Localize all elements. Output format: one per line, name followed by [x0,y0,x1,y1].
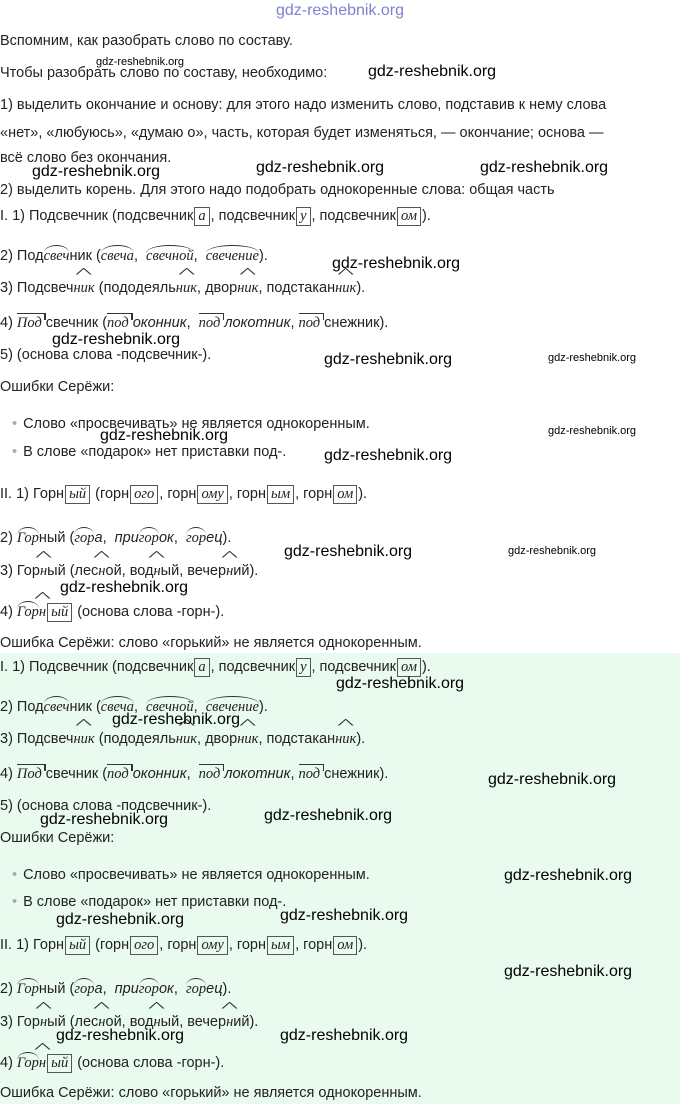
watermark: gdz-reshebnik.org [280,1027,409,1044]
s2-line-1: II. 1) Горн ый (горн ого , горн ому , горн ым , горн ом ). [0,486,368,502]
s2-line-3: 3) Гор^ ный (лес^ ной, вод^ ный, вечер^ ний). [0,562,258,580]
s2-line-2: 2) Горный (гора, пригорок, горец). [0,978,231,998]
s1-line-2: 2) Подсвечник (свеча, свечной, свечение). [0,245,268,265]
conclusion: Ошибка Серёжи: слово «горький» не является однокоренным. [0,635,422,651]
watermark: gdz-reshebnik.org [40,811,169,828]
step2-line: 2) выделить корень. Для этого надо подобрать однокоренные слова: общая часть [0,182,555,198]
errors-title: Ошибки Серёжи: [0,379,115,395]
watermark: gdz-reshebnik.org [112,711,241,728]
s1-line-4: 4) Под свечник (под оконник, под локотник, под снежник). [0,315,389,331]
watermark: gdz-reshebnik.org [548,352,637,364]
s1-line-3: 3) Подсвеч^ ник (пододеяль^ ник, двор^ ник, подстакан^ ник). [0,279,365,297]
watermark: gdz-reshebnik.org [56,1027,185,1044]
watermark: gdz-reshebnik.org [508,545,597,557]
s1-line-1: I. 1) Подсвечник (подсвечник а , подсвечник у , подсвечник ом ). [0,208,431,224]
watermark: gdz-reshebnik.org [100,427,229,444]
errors-title: Ошибки Серёжи: [0,830,115,846]
s1-line-1: I. 1) Подсвечник (подсвечник а , подсвечник у , подсвечник ом ). [0,659,431,675]
watermark: gdz-reshebnik.org [504,867,633,884]
intro-line-1: Вспомним, как разобрать слово по составу. [0,33,293,49]
s1-line-5: 5) (основа слова -подсвечник-). [0,347,212,363]
error-item-1: • Слово «просвечивать» не является однокоренным. [12,867,370,883]
s1-line-5: 5) (основа слова -подсвечник-). [0,798,212,814]
s1-line-2: 2) Подсвечник (свеча, свечной, свечение). [0,696,268,716]
watermark: gdz-reshebnik.org [332,255,461,272]
watermark: gdz-reshebnik.org [60,579,189,596]
s1-line-4: 4) Под свечник (под оконник, под локотник, под снежник). [0,766,389,782]
step1-line-b: «нет», «любуюсь», «думаю о», часть, которая будет изменяться, — окончание; основа — [0,125,604,141]
watermark: gdz-reshebnik.org [336,675,465,692]
watermark: gdz-reshebnik.org [368,63,497,80]
watermark: gdz-reshebnik.org [324,351,453,368]
s2-line-3: 3) Гор^ ный (лес^ ной, вод^ ный, вечер^ ний). [0,1013,258,1031]
watermark: gdz-reshebnik.org [548,425,637,437]
watermark: gdz-reshebnik.org [324,447,453,464]
intro-line-2: Чтобы разобрать слово по составу, необходимо: [0,65,328,81]
conclusion: Ошибка Серёжи: слово «горький» не является однокоренным. [0,1085,422,1101]
site-header-link[interactable]: gdz-reshebnik.org [275,2,405,19]
watermark: gdz-reshebnik.org [488,771,617,788]
s1-line-3: 3) Подсвеч^ ник (пододеяль^ ник, двор^ ник, подстакан^ ник). [0,730,365,748]
watermark: gdz-reshebnik.org [56,911,185,928]
watermark: gdz-reshebnik.org [480,159,609,176]
watermark: gdz-reshebnik.org [256,159,385,176]
step1-line-a: 1) выделить окончание и основу: для этого надо изменить слово, подставив к нему слова [0,97,607,113]
watermark: gdz-reshebnik.org [264,807,393,824]
watermark: gdz-reshebnik.org [504,963,633,980]
s2-line-4: 4) Гор^ н ый (основа слова -горн-). [0,601,224,622]
s2-line-2: 2) Горный (гора, пригорок, горец). [0,527,231,547]
watermark: gdz-reshebnik.org [52,331,181,348]
error-item-2: • В слове «подарок» нет приставки под-. [12,894,287,910]
watermark: gdz-reshebnik.org [284,543,413,560]
error-item-1: • Слово «просвечивать» не является однокоренным. [12,416,370,432]
error-item-2: • В слове «подарок» нет приставки под-. [12,444,287,460]
s2-line-4: 4) Гор^ н ый (основа слова -горн-). [0,1052,224,1073]
watermark: gdz-reshebnik.org [96,56,185,68]
s2-line-1: II. 1) Горн ый (горн ого , горн ому , горн ым , горн ом ). [0,937,368,953]
step1-line-c: всё слово без окончания. [0,150,172,166]
watermark: gdz-reshebnik.org [280,907,409,924]
watermark: gdz-reshebnik.org [32,163,161,180]
